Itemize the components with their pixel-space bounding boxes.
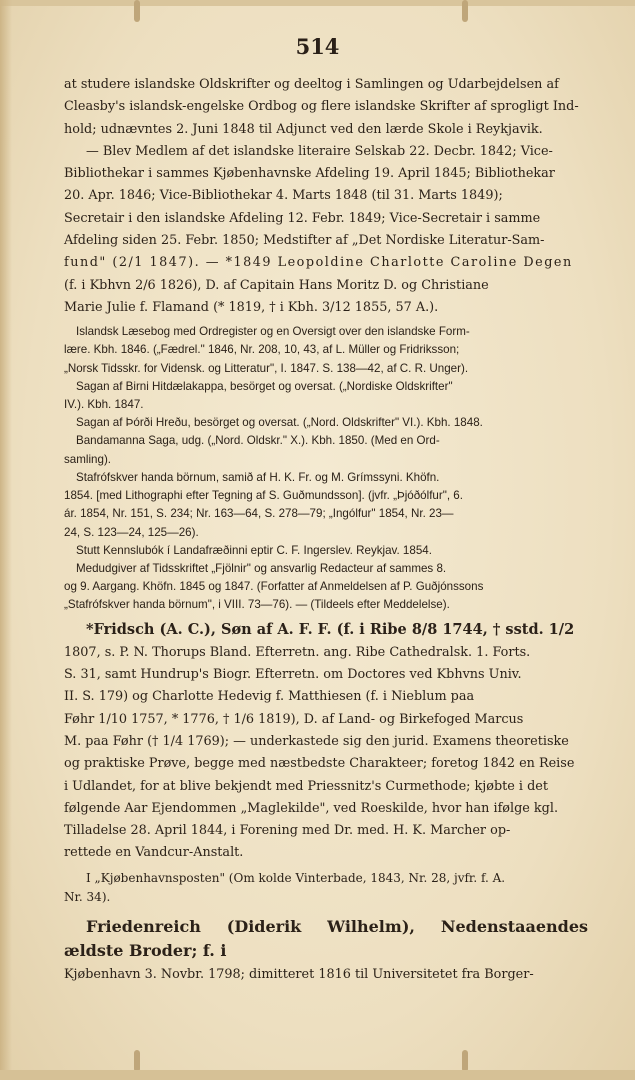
text-line: Nr. 34).: [64, 890, 111, 905]
bibliography-entry-cont: IV.). Kbh. 1847.: [64, 398, 144, 412]
text-line: Tilladelse 28. April 1844, i Forening med Dr. med. H. K. Marcher op-: [64, 823, 511, 839]
bibliography-entry: Bandamanna Saga, udg. („Nord. Oldskr." X.). Kbh. 1850. (Med en Ord-: [76, 434, 440, 448]
page-spine-shadow: [0, 0, 12, 1080]
bibliography-entry: Sagan af Þórði Hreðu, besörget og oversat. („Nord. Oldskrifter" VI.). Kbh. 1848.: [76, 416, 483, 430]
bibliography-entry-cont: „Norsk Tidsskr. for Vidensk. og Litteratur", I. 1847. S. 138—42, af C. R. Unger).: [64, 361, 469, 375]
bibliography-entry: Medudgiver af Tidsskriftet „Fjölnir" og ansvarlig Redacteur af sammes 8.: [76, 561, 447, 575]
text-line: Afdeling siden 25. Febr. 1850; Medstifter af „Det Nordiske Literatur-Sam-: [64, 233, 545, 249]
text-line: i Udlandet, for at blive bekjendt med Priessnitz's Curmethode; kjøbte i det: [64, 778, 548, 794]
bibliography-entry: Stutt Kennslubók í Landafræðinni eptir C. F. Ingerslev. Reykjav. 1854.: [76, 543, 432, 557]
text-line: at studere islandske Oldskrifter og deeltog i Samlingen og Udarbejdelsen af: [64, 77, 559, 92]
bibliography-entry-cont: 1854. [med Lithographi efter Tegning af S. Guðmundsson]. (jvfr. „Þjóðólfur", 6.: [64, 489, 463, 503]
text-line: følgende Aar Ejendommen „Maglekilde", ved Roeskilde, hvor han ifølge kgl.: [64, 800, 559, 816]
page-bottom-edge: [0, 1070, 635, 1080]
bibliography-entry-cont: lære. Kbh. 1846. („Fædrel." 1846, Nr. 208, 10, 43, af L. Müller og Fridriksson;: [64, 343, 460, 357]
bibliography-entry-cont: 24, S. 123—24, 125—26).: [64, 525, 199, 539]
bibliography-entry-cont: ár. 1854, Nr. 151, S. 234; Nr. 163—64, S. 278—79; „Ingólfur" 1854, Nr. 23—: [64, 507, 454, 521]
text-line: 1807, s. P. N. Thorups Bland. Efterretn. ang. Ribe Cathedralsk. 1. Forts.: [64, 644, 531, 660]
text-line: — Blev Medlem af det islandske literaire Selskab 22. Decbr. 1842; Vice-: [86, 143, 553, 159]
text-line: Føhr 1/10 1757, * 1776, † 1/6 1819), D. af Land- og Birkefoged Marcus: [64, 711, 524, 727]
text-line: S. 31, samt Hundrup's Biogr. Efterretn. om Doctores ved Kbhvns Univ.: [64, 667, 522, 683]
bibliography-entry-cont: samling).: [64, 452, 112, 466]
binding-hole-bottom-right: [462, 1050, 468, 1072]
text-line: Secretair i den islandske Afdeling 12. Febr. 1849; Vice-Secretair i samme: [64, 210, 541, 226]
text-line: Cleasby's islandsk-engelske Ordbog og flere islandske Skrifter af sprogligt Ind-: [64, 99, 579, 115]
binding-hole-bottom-left: [134, 1050, 140, 1072]
text-line: Marie Julie f. Flamand (* 1819, † i Kbh. 3/12 1855, 57 A.).: [64, 299, 439, 315]
text-line: II. S. 179) og Charlotte Hedevig f. Matthiesen (f. i Nieblum paa: [64, 689, 475, 705]
text-line: Bibliothekar i sammes Kjøbenhavnske Afdeling 19. April 1845; Bibliothekar: [64, 166, 555, 182]
text-line: Friedenreich (Diderik Wilhelm), Nedenstaaendes ældste Broder; f. i: [64, 916, 588, 961]
binding-hole-top-left: [134, 0, 140, 22]
bibliography-entry: Islandsk Læsebog med Ordregister og en Oversigt over den islandske Form-: [76, 325, 470, 339]
text-line: (f. i Kbhvn 2/6 1826), D. af Capitain Hans Moritz D. og Christiane: [64, 277, 489, 293]
bibliography-entry: Sagan af Birni Hitdælakappa, besörget og oversat. („Nordiske Oldskrifter": [76, 379, 453, 393]
text-line: Kjøbenhavn 3. Novbr. 1798; dimitteret 1816 til Universitetet fra Borger-: [64, 967, 534, 983]
text-line: M. paa Føhr († 1/4 1769); — underkastede sig den jurid. Examens theoretiske: [64, 734, 569, 749]
bibliography-entry-cont: „Stafrófskver handa börnum", i VIII. 73—76). — (Tildeels efter Meddelelse).: [64, 598, 450, 612]
page-body: [64, 74, 588, 987]
text-line: hold; udnævntes 2. Juni 1848 til Adjunct ved den lærde Skole i Reykjavik.: [64, 121, 543, 137]
entry-heading-friedenreich: [64, 916, 588, 965]
entry-heading-fridsch: [64, 619, 588, 642]
text-line: *Fridsch (A. C.), Søn af A. F. F. (f. i Ribe 8/8 1744, † sstd. 1/2: [86, 620, 575, 638]
text-line: fund" (2/1 1847). — *1849 Leopoldine Charlotte Caroline Degen: [64, 255, 573, 271]
bibliography-entry-cont: og 9. Aargang. Khöfn. 1845 og 1847. (Forfatter af Anmeldelsen af P. Guðjónssons: [64, 580, 484, 594]
page-number: 514: [295, 34, 340, 59]
text-line: rettede en Vandcur-Anstalt.: [64, 845, 244, 861]
page-top-edge: [0, 0, 635, 6]
binding-hole-top-right: [462, 0, 468, 22]
text-line: og praktiske Prøve, begge med næstbedste Charakteer; foretog 1842 en Reise: [64, 756, 575, 772]
text-line: I „Kjøbenhavnsposten" (Om kolde Vinterbade, 1843, Nr. 28, jvfr. f. A.: [86, 870, 506, 885]
text-line: 20. Apr. 1846; Vice-Bibliothekar 4. Marts 1848 (til 31. Marts 1849);: [64, 188, 503, 204]
bibliography-entry: Stafrófskver handa börnum, samið af H. K. Fr. og M. Grímssyni. Khöfn.: [76, 470, 440, 484]
